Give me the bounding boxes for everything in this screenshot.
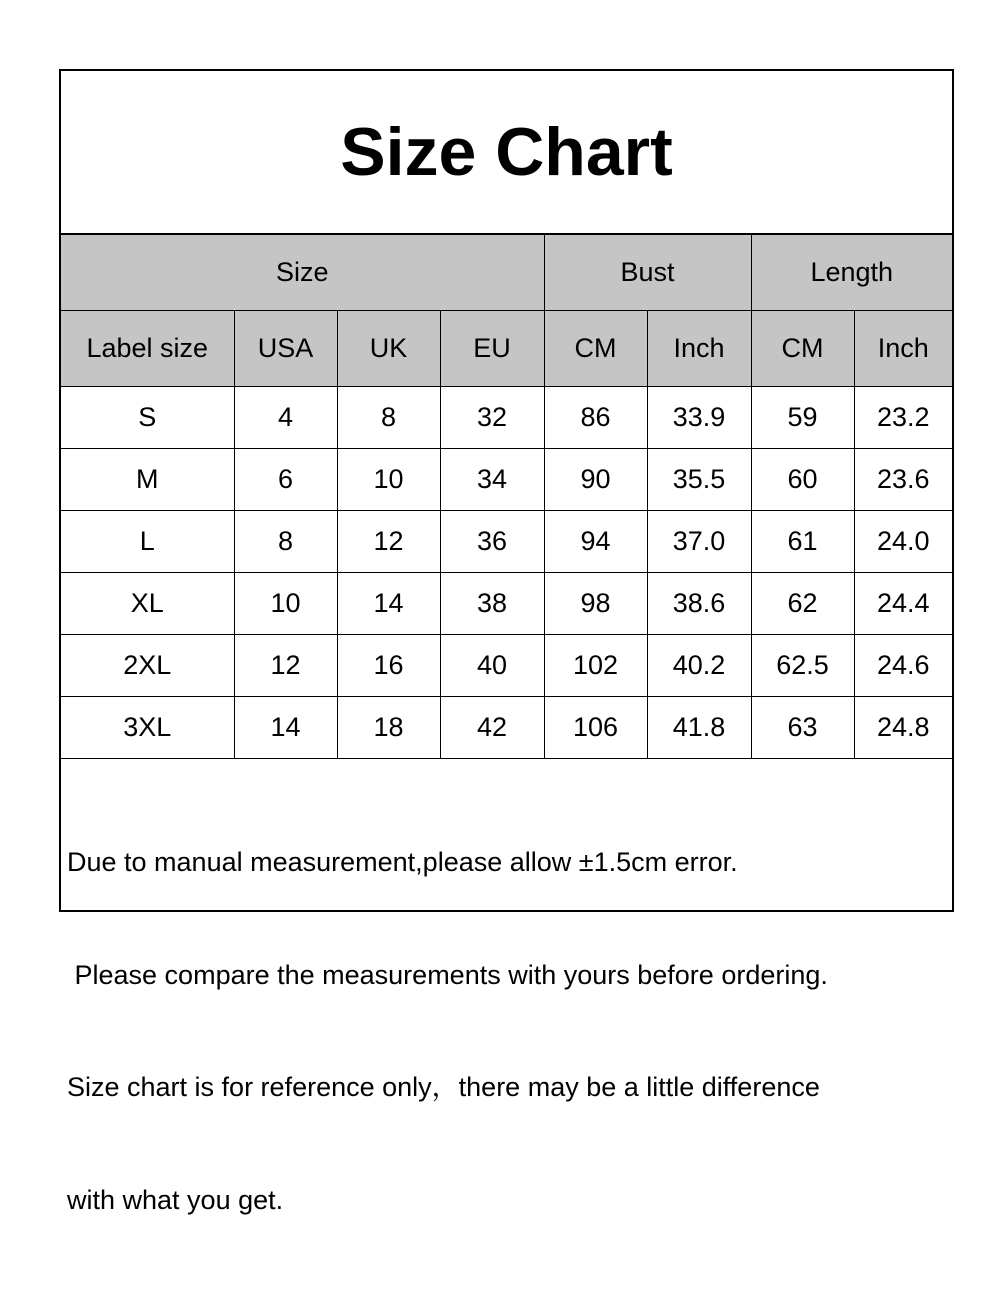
cell-uk: 12 (337, 511, 440, 573)
cell-length-inch: 24.6 (854, 635, 952, 697)
cell-eu: 34 (440, 449, 544, 511)
cell-length-inch: 23.6 (854, 449, 952, 511)
note-line: Size chart is for reference only，there may be a little difference (67, 1072, 820, 1102)
cell-length-inch: 24.4 (854, 573, 952, 635)
cell-label-size: S (61, 387, 234, 449)
cell-label-size: 2XL (61, 635, 234, 697)
cell-eu: 32 (440, 387, 544, 449)
cell-usa: 8 (234, 511, 337, 573)
cell-label-size: XL (61, 573, 234, 635)
cell-uk: 14 (337, 573, 440, 635)
cell-usa: 10 (234, 573, 337, 635)
column-header-length-inch: Inch (854, 311, 952, 387)
cell-bust-inch: 35.5 (647, 449, 751, 511)
measurement-note (67, 769, 947, 1294)
group-header-bust: Bust (544, 234, 751, 311)
column-header-row (61, 311, 952, 387)
note-line: with what you get. (67, 1184, 284, 1215)
group-header-length: Length (751, 234, 952, 311)
cell-bust-cm: 98 (544, 573, 647, 635)
table-row (61, 635, 952, 697)
cell-bust-cm: 102 (544, 635, 647, 697)
cell-eu: 36 (440, 511, 544, 573)
cell-label-size: 3XL (61, 697, 234, 759)
cell-bust-inch: 37.0 (647, 511, 751, 573)
cell-bust-cm: 94 (544, 511, 647, 573)
cell-label-size: M (61, 449, 234, 511)
cell-bust-inch: 38.6 (647, 573, 751, 635)
table-row (61, 697, 952, 759)
table-row (61, 387, 952, 449)
cell-length-cm: 63 (751, 697, 854, 759)
cell-uk: 8 (337, 387, 440, 449)
note-line: Please compare the measurements with yours before ordering. (67, 959, 828, 990)
cell-usa: 12 (234, 635, 337, 697)
column-header-label-size: Label size (61, 311, 234, 387)
column-header-uk: UK (337, 311, 440, 387)
cell-bust-inch: 33.9 (647, 387, 751, 449)
cell-usa: 14 (234, 697, 337, 759)
cell-length-cm: 61 (751, 511, 854, 573)
column-header-bust-inch: Inch (647, 311, 751, 387)
group-header-size: Size (61, 234, 544, 311)
cell-bust-cm: 106 (544, 697, 647, 759)
cell-length-cm: 59 (751, 387, 854, 449)
cell-label-size: L (61, 511, 234, 573)
cell-bust-cm: 86 (544, 387, 647, 449)
cell-length-inch: 23.2 (854, 387, 952, 449)
cell-eu: 42 (440, 697, 544, 759)
note-line: Due to manual measurement,please allow ±1.5cm error. (67, 847, 738, 877)
cell-bust-cm: 90 (544, 449, 647, 511)
cell-uk: 10 (337, 449, 440, 511)
column-header-length-cm: CM (751, 311, 854, 387)
cell-length-inch: 24.8 (854, 697, 952, 759)
cell-usa: 6 (234, 449, 337, 511)
cell-length-inch: 24.0 (854, 511, 952, 573)
cell-length-cm: 60 (751, 449, 854, 511)
size-chart-frame (59, 69, 954, 1215)
cell-uk: 16 (337, 635, 440, 697)
column-header-usa: USA (234, 311, 337, 387)
column-header-eu: EU (440, 311, 544, 387)
column-header-bust-cm: CM (544, 311, 647, 387)
cell-length-cm: 62.5 (751, 635, 854, 697)
table-row (61, 449, 952, 511)
size-table (61, 233, 952, 759)
group-header-row (61, 234, 952, 311)
cell-eu: 40 (440, 635, 544, 697)
cell-usa: 4 (234, 387, 337, 449)
table-row (61, 511, 952, 573)
cell-uk: 18 (337, 697, 440, 759)
page-title: Size Chart (340, 114, 673, 190)
cell-bust-inch: 41.8 (647, 697, 751, 759)
table-row (61, 573, 952, 635)
cell-eu: 38 (440, 573, 544, 635)
cell-bust-inch: 40.2 (647, 635, 751, 697)
table-body (61, 387, 952, 759)
cell-length-cm: 62 (751, 573, 854, 635)
